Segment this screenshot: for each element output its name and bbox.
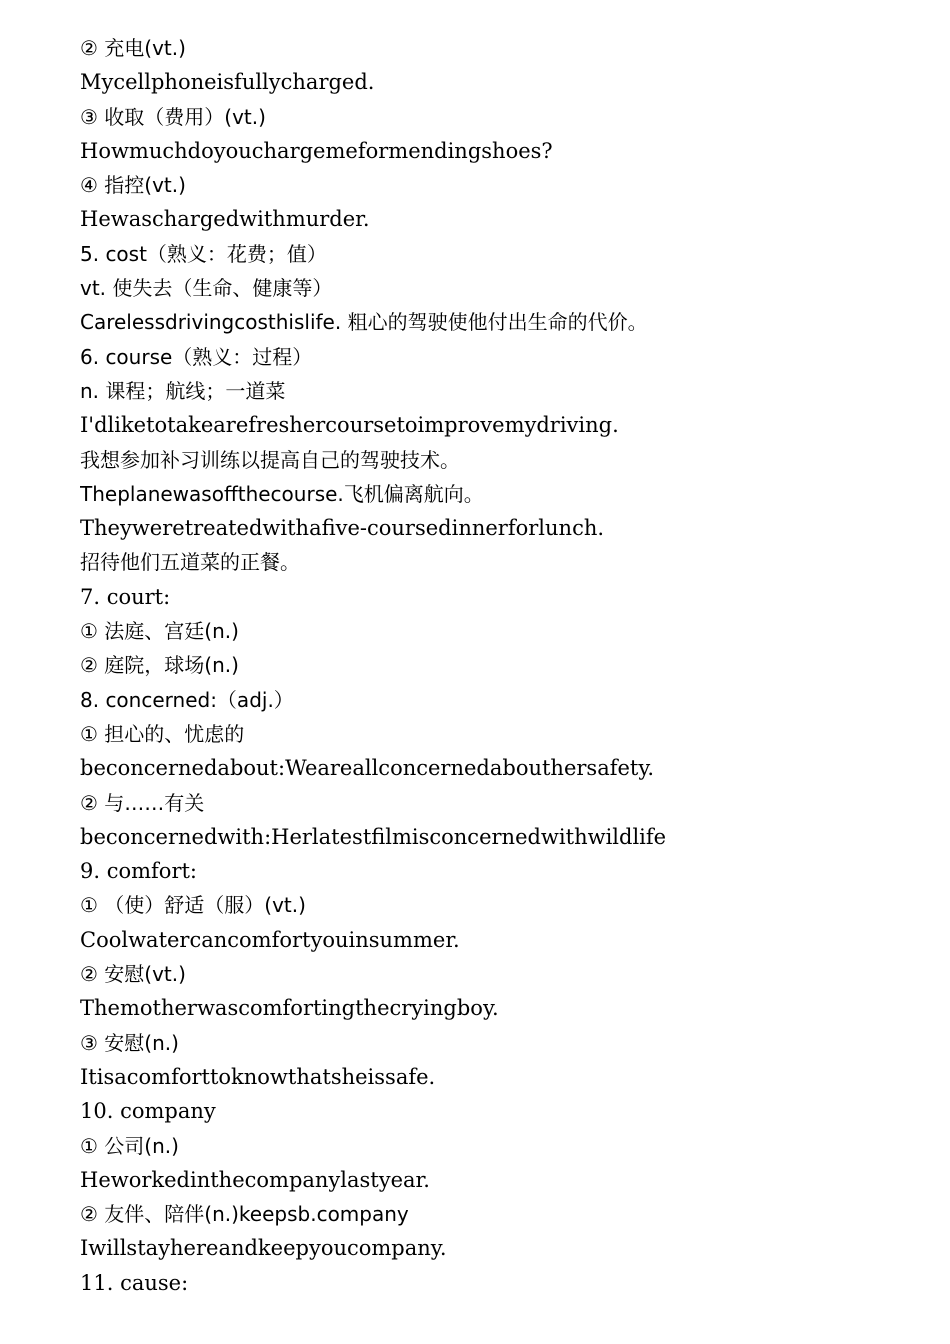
text-line: ② 友伴、陪伴(n.)keepsb.company [80, 1202, 409, 1227]
text-line: ① 法庭、宫廷(n.) [80, 619, 239, 644]
text-line: Theplanewasoffthecourse.飞机偏离航向。 [80, 481, 484, 506]
text-line: Heworkedinthecompanylastyear. [80, 1167, 430, 1192]
text-line: Iwillstayhereandkeepyoucompany. [80, 1236, 447, 1261]
text-line: ① （使）舒适（服）(vt.) [80, 893, 306, 918]
text-line: Theyweretreatedwithafive-coursedinnerforlunch. [80, 516, 605, 541]
document-body [80, 31, 930, 1300]
text-line: I'dliketotakearefreshercoursetoimprovemydriving. [80, 413, 619, 438]
text-line: ④ 指控(vt.) [80, 173, 186, 198]
text-line: ② 庭院，球场(n.) [80, 653, 239, 678]
text-line: ① 公司(n.) [80, 1133, 179, 1158]
text-line: 10. company [80, 1099, 216, 1124]
text-line: ① 担心的、忧虑的 [80, 721, 245, 746]
text-line: 6. course（熟义：过程） [80, 344, 313, 369]
text-line: beconcernedabout:Weareallconcernedabouthersafety. [80, 756, 655, 781]
text-line: 5. cost（熟义：花费；值） [80, 241, 327, 266]
text-line: n. 课程；航线；一道菜 [80, 378, 286, 403]
text-line: Themotherwascomfortingthecryingboy. [80, 996, 499, 1021]
text-line: ② 与……有关 [80, 790, 205, 815]
text-line: Mycellphoneisfullycharged. [80, 70, 375, 95]
text-line: ② 安慰(vt.) [80, 962, 186, 987]
text-line: Howmuchdoyouchargemeformendingshoes? [80, 138, 553, 163]
text-line: vt. 使失去（生命、健康等） [80, 276, 333, 301]
text-line: beconcernedwith:Herlatestfilmisconcernedwithwildlife [80, 824, 667, 849]
text-line: ③ 安慰(n.) [80, 1030, 179, 1055]
text-line: Carelessdrivingcosthislife. 粗心的驾驶使他付出生命的代价。 [80, 310, 648, 335]
text-line: 我想参加补习训练以提高自己的驾驶技术。 [80, 447, 460, 472]
text-line: Itisacomforttoknowthatsheissafe. [80, 1064, 436, 1089]
text-line: 9. comfort: [80, 859, 197, 884]
text-line: ③ 收取（费用）(vt.) [80, 104, 266, 129]
text-line: Coolwatercancomfortyouinsummer. [80, 927, 460, 952]
text-line: 8. concerned:（adj.） [80, 687, 294, 712]
text-line: 招待他们五道菜的正餐。 [80, 550, 300, 575]
text-line: 11. cause: [80, 1270, 189, 1295]
text-line: Hewaschargedwithmurder. [80, 207, 370, 232]
text-line: ② 充电(vt.) [80, 36, 186, 60]
text-line: 7. court: [80, 584, 171, 609]
